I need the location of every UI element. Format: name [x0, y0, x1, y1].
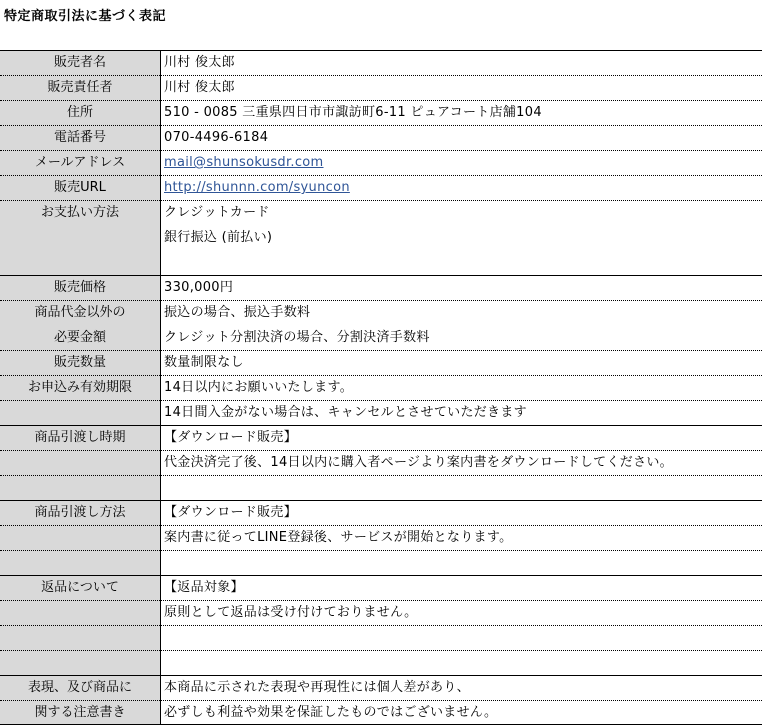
label-phone: 電話番号 — [53, 130, 106, 145]
value-returns-title: 【返品対象】 — [164, 580, 244, 595]
row-border — [0, 650, 762, 651]
value-extra-cost-credit: クレジット分割決済の場合、分割決済手数料 — [164, 330, 430, 345]
email-link[interactable]: mail@shunsokusdr.com — [164, 155, 324, 170]
label-application-deadline: お申込み有効期限 — [27, 380, 132, 395]
value-deadline-1: 14日以内にお願いいたします。 — [164, 380, 354, 395]
page-title: 特定商取引法に基づく表記 — [4, 9, 167, 24]
value-deadline-2: 14日間入金がない場合は、キャンセルとさせていただきます — [164, 405, 527, 420]
value-disclaimer-1: 本商品に示された表現や再現性には個人差があり、 — [164, 680, 470, 695]
value-payment-credit: クレジットカード — [164, 205, 270, 220]
label-email: メールアドレス — [34, 155, 126, 170]
value-delivery-method-type: 【ダウンロード販売】 — [164, 505, 298, 520]
value-delivery-method-detail: 案内書に従ってLINE登録後、サービスが開始となります。 — [164, 530, 513, 545]
value-price: 330,000円 — [164, 280, 234, 295]
value-seller-name: 川村 俊太郎 — [164, 55, 235, 70]
value-delivery-time-type: 【ダウンロード販売】 — [164, 430, 298, 445]
value-delivery-time-detail: 代金決済完了後、14日以内に購入者ページより案内書をダウンロードしてください。 — [164, 455, 673, 470]
value-address: 510 - 0085 三重県四日市市諏訪町6-11 ピュアコート店舗104 — [164, 105, 542, 120]
label-delivery-method: 商品引渡し方法 — [34, 505, 126, 520]
value-sales-manager: 川村 俊太郎 — [164, 80, 235, 95]
legal-notice-table — [0, 50, 762, 725]
label-extra-cost-2: 必要金額 — [53, 330, 106, 345]
row-border — [0, 625, 762, 626]
label-disclaimer-1: 表現、及び商品に — [27, 680, 132, 695]
value-extra-cost-transfer: 振込の場合、振込手数料 — [164, 305, 311, 320]
label-delivery-time: 商品引渡し時期 — [34, 430, 126, 445]
label-price: 販売価格 — [53, 280, 106, 295]
value-disclaimer-2: 必ずしも利益や効果を保証したものではございません。 — [164, 705, 498, 720]
label-url: 販売URL — [54, 180, 106, 195]
label-payment-method: お支払い方法 — [40, 205, 119, 220]
label-extra-cost-1: 商品代金以外の — [34, 305, 126, 320]
value-payment-bank: 銀行振込 (前払い) — [164, 230, 273, 245]
label-seller-name: 販売者名 — [53, 55, 106, 70]
label-quantity: 販売数量 — [53, 355, 106, 370]
row-border — [0, 475, 762, 476]
sales-url-link[interactable]: http://shunnn.com/syuncon — [164, 180, 350, 195]
label-returns: 返品について — [41, 580, 119, 595]
column-divider — [160, 50, 161, 725]
label-disclaimer-2: 関する注意書き — [34, 705, 126, 720]
label-sales-manager: 販売責任者 — [47, 80, 113, 95]
value-quantity: 数量制限なし — [164, 355, 244, 370]
value-returns-detail: 原則として返品は受け付けておりません。 — [164, 605, 418, 620]
value-phone: 070-4496-6184 — [164, 130, 269, 145]
row-border — [0, 550, 762, 551]
label-address: 住所 — [66, 105, 93, 120]
